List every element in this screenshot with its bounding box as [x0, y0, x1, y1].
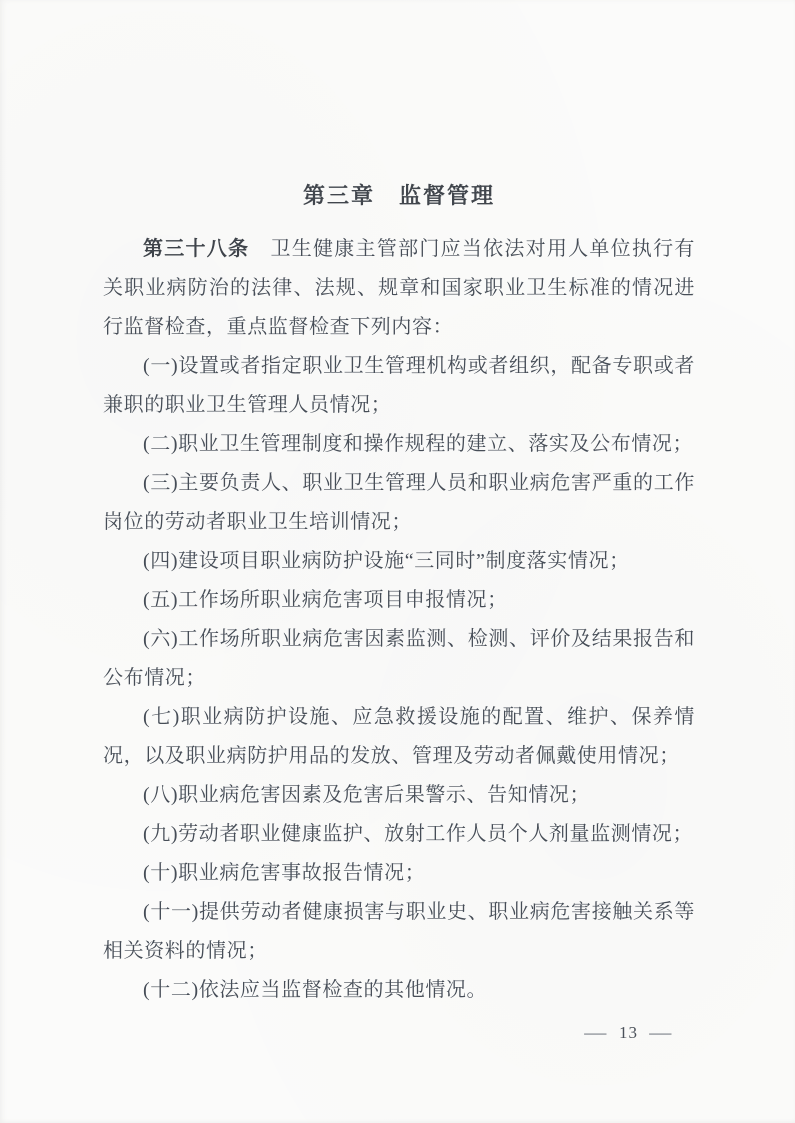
page-content	[103, 180, 695, 1010]
list-item: (十一)提供劳动者健康损害与职业史、职业病危害接触关系等相关资料的情况；	[103, 901, 695, 962]
chapter-title: 第三章 监督管理	[302, 183, 495, 208]
list-item: (十)职业病危害事故报告情况；	[143, 862, 426, 884]
article-intro-paragraph	[103, 230, 695, 347]
page-number	[584, 1023, 673, 1043]
list-item: (四)建设项目职业病防护设施“三同时”制度落实情况；	[143, 550, 630, 572]
list-item: (一)设置或者指定职业卫生管理机构或者组织，配备专职或者兼职的职业卫生管理人员情况；	[103, 355, 695, 416]
list-item: (八)职业病危害因素及危害后果警示、告知情况；	[143, 784, 591, 806]
page-number-left-dash: —	[584, 1023, 608, 1042]
list-item: (二)职业卫生管理制度和操作规程的建立、落实及公布情况；	[143, 433, 694, 455]
list-item: (三)主要负责人、职业卫生管理人员和职业病危害严重的工作岗位的劳动者职业卫生培训情况；	[103, 472, 695, 533]
list-item: (七)职业病防护设施、应急救援设施的配置、维护、保养情况，以及职业病防护用品的发放、管理及劳动者佩戴使用情况；	[103, 706, 695, 767]
page-number-right-dash: —	[649, 1023, 673, 1042]
article-number-label: 第三十八条	[143, 238, 250, 260]
page-number-value: 13	[619, 1023, 638, 1042]
article-body	[103, 230, 695, 1010]
article-intro-text: 卫生健康主管部门应当依法对用人单位执行有关职业病防治的法律、法规、规章和国家职业卫生标准的情况进行监督检查，重点监督检查下列内容：	[103, 238, 695, 338]
list-item: (十二)依法应当监督检查的其他情况。	[143, 979, 488, 1001]
list-item: (九)劳动者职业健康监护、放射工作人员个人剂量监测情况；	[143, 823, 694, 845]
list-item: (六)工作场所职业病危害因素监测、检测、评价及结果报告和公布情况；	[103, 628, 695, 689]
list-item: (五)工作场所职业病危害项目申报情况；	[143, 589, 508, 611]
